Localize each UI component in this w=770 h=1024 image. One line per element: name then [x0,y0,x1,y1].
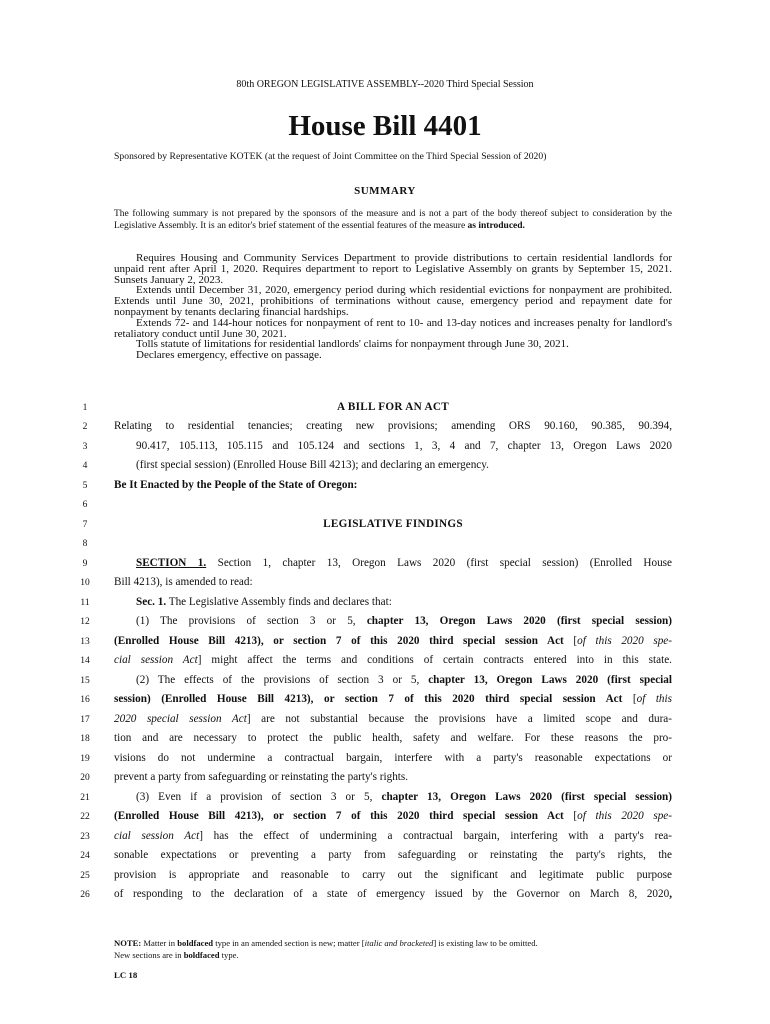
note-bold: boldfaced [177,938,214,948]
bill-act-heading: A BILL FOR AN ACT [336,401,450,413]
bill-line [0,557,770,575]
line-text: visions do not undermine a contractual bargain, interfere with a party's reasonable expectations or [114,752,672,764]
footer-note [114,937,674,961]
line-number: 23 [80,832,90,842]
line-segment: ] might affect the terms and conditions of certain contracts entered into in this state. [197,654,672,666]
summary-body [114,253,672,361]
summary-paragraph: Requires Housing and Community Services Department to provide distributions to certain residential landlords for unpaid rent after April 1, 2020. Requires department to report to Legislative Assembly on grants by September 15, 2021. Sunsets January 2, 2023. [114,252,672,286]
line-segment-bold: (Enrolled House Bill 4213), or section 7 of this 2020 third special session Act [114,635,564,647]
bill-line [0,654,770,672]
line-segment: (1) The provisions of section 3 or 5, [136,615,367,627]
bill-line [0,771,770,789]
line-text [114,693,672,705]
line-segment-italic: cial session Act [114,830,200,842]
line-text [114,888,672,900]
note-segment: type in an amended section is new; matter [ [213,938,365,948]
note-segment: Matter in [141,938,178,948]
section-label: SECTION 1. [136,557,207,569]
line-segment-italic: of this 2020 spe- [577,810,672,822]
sec-label: Sec. 1. [136,596,167,608]
line-segment-bold: chapter 13, Oregon Laws 2020 (first special session) [366,615,672,627]
line-text: Relating to residential tenancies; creating new provisions; amending ORS 90.160, 90.385, 90.394, [114,420,672,432]
note-italic: italic and bracketed [364,938,434,948]
line-number: 15 [80,676,90,686]
bill-line [0,713,770,731]
line-segment: The Legislative Assembly finds and declares that: [166,596,392,608]
line-segment: (3) Even if a provision of section 3 or 5, [136,791,382,803]
summary-paragraph: Extends until December 31, 2020, emergency period during which residential evictions for nonpayment are prohibited. Extends until June 30, 2021, prohibitions of terminations without cause, emergency period and repayment date for nonpayment by tenants declaring financial hardships. [114,284,672,318]
bill-line [0,752,770,770]
line-text: provision is appropriate and reasonable to carry out the significant and legitimate public purpose [114,869,672,881]
line-number: 1 [82,403,88,413]
line-text [136,615,672,627]
line-segment: ] has the effect of undermining a contractual bargain, interfering with a party's rea- [199,830,672,842]
line-segment-italic: cial session Act [114,654,198,666]
line-number: 17 [80,715,90,725]
bill-line [0,420,770,438]
line-number: 24 [80,851,90,861]
bill-title: House Bill 4401 [288,110,482,142]
bill-line [0,888,770,906]
bill-line [0,615,770,633]
line-text [114,635,672,647]
enacting-clause: Be It Enacted by the People of the State of Oregon: [114,479,358,491]
line-number: 13 [80,637,90,647]
lc-number: LC 18 [114,970,138,980]
line-number: 26 [80,890,90,900]
summary-disclaimer [114,209,672,232]
line-number: 12 [80,617,90,627]
summary-paragraph: Tolls statute of limitations for residential landlords' claims for nonpayment through June 30, 2021. [136,338,569,351]
line-number: 14 [80,656,90,666]
legislative-findings-heading: LEGISLATIVE FINDINGS [323,518,463,530]
session-header: 80th OREGON LEGISLATIVE ASSEMBLY--2020 Third Special Session [236,79,534,90]
line-text [114,713,672,725]
line-number: 7 [82,520,88,530]
line-number: 22 [80,812,90,822]
note-segment: ] is existing law to be omitted. [433,938,538,948]
line-segment: of responding to the declaration of a state of emergency issued by the Governor on March 8, 2020 [114,888,670,900]
line-text [136,596,672,608]
note-segment: type. [219,950,239,960]
bill-line [0,576,770,594]
line-segment: (2) The effects of the provisions of section 3 or 5, [136,674,429,686]
line-segment: [ [563,810,578,822]
line-number: 21 [80,793,90,803]
line-number: 11 [80,598,90,608]
bill-line [0,459,770,477]
line-text: prevent a party from safeguarding or reinstating the party's rights. [114,771,409,783]
line-text: 90.417, 105.113, 105.115 and 105.124 and sections 1, 3, 4 and 7, chapter 13, Oregon Laws 2020 [136,440,672,452]
line-segment: [ [622,693,637,705]
disclaimer-bold: as introduced. [467,220,525,231]
disclaimer-text: The following summary is not prepared by the sponsors of the measure and is not a part of the body thereof subject to consideration by the Legislative Assembly. It is an editor's brief statement of the essential features of the measure [114,209,672,231]
line-number: 6 [82,500,88,510]
line-number: 10 [80,578,90,588]
line-segment-italic: of this [636,693,672,705]
summary-heading: SUMMARY [354,185,416,197]
bill-line [0,537,770,555]
line-text: tion and are necessary to protect the public health, safety and welfare. For these reasons the pro- [114,732,672,744]
bill-line [0,869,770,887]
bill-line [0,479,770,497]
bill-line [0,401,770,419]
note-segment: New sections are in [114,950,184,960]
bill-line [0,830,770,848]
line-segment-bold: , [669,888,672,900]
summary-paragraph: Declares emergency, effective on passage. [136,349,322,362]
line-number: 3 [82,442,88,452]
bill-line [0,596,770,614]
line-number: 25 [80,871,90,881]
line-number: 9 [82,559,88,569]
line-segment: Section 1, chapter 13, Oregon Laws 2020 (first special session) (Enrolled House [206,557,672,569]
bill-line [0,732,770,750]
line-segment-bold: session) (Enrolled House Bill 4213), or section 7 of this 2020 third special session Act [114,693,623,705]
line-number: 18 [80,734,90,744]
line-segment-bold: chapter 13, Oregon Laws 2020 (first special session) [381,791,672,803]
line-text [114,830,672,842]
bill-line [0,693,770,711]
line-text: (first special session) (Enrolled House Bill 4213); and declaring an emergency. [136,459,489,471]
summary-paragraph: Extends 72- and 144-hour notices for nonpayment of rent to 10- and 13-day notices and increases penalty for landlord's retaliatory conduct until June 30, 2021. [114,316,672,340]
line-number: 8 [82,539,88,549]
line-text: sonable expectations or preventing a party from safeguarding or reinstating the party's rights, the [114,849,672,861]
bill-line [0,440,770,458]
note-label: NOTE: [114,938,142,948]
line-segment: [ [563,635,578,647]
line-segment: ] are not substantial because the provisions have a limited scope and dura- [246,713,672,725]
line-number: 5 [82,481,88,491]
line-number: 4 [82,461,88,471]
line-number: 19 [80,754,90,764]
line-text [136,791,672,803]
bill-line [0,849,770,867]
bill-line [0,791,770,809]
line-segment-bold: chapter 13, Oregon Laws 2020 (first special [428,674,672,686]
note-bold: boldfaced [183,950,220,960]
line-number: 16 [80,695,90,705]
bill-line [0,498,770,516]
line-segment-italic: 2020 special session Act [114,713,247,725]
bill-line [0,518,770,536]
line-text [136,674,672,686]
sponsor-line: Sponsored by Representative KOTEK (at the request of Joint Committee on the Third Special Session of 2020) [114,151,547,162]
line-text: Bill 4213), is amended to read: [114,576,253,588]
line-text [136,557,672,569]
line-text [114,654,672,666]
line-text [114,810,672,822]
line-segment-bold: (Enrolled House Bill 4213), or section 7 of this 2020 third special session Act [114,810,564,822]
line-number: 2 [82,422,88,432]
bill-line [0,674,770,692]
line-segment-italic: of this 2020 spe- [577,635,672,647]
bill-line [0,810,770,828]
bill-line [0,635,770,653]
line-number: 20 [80,773,90,783]
